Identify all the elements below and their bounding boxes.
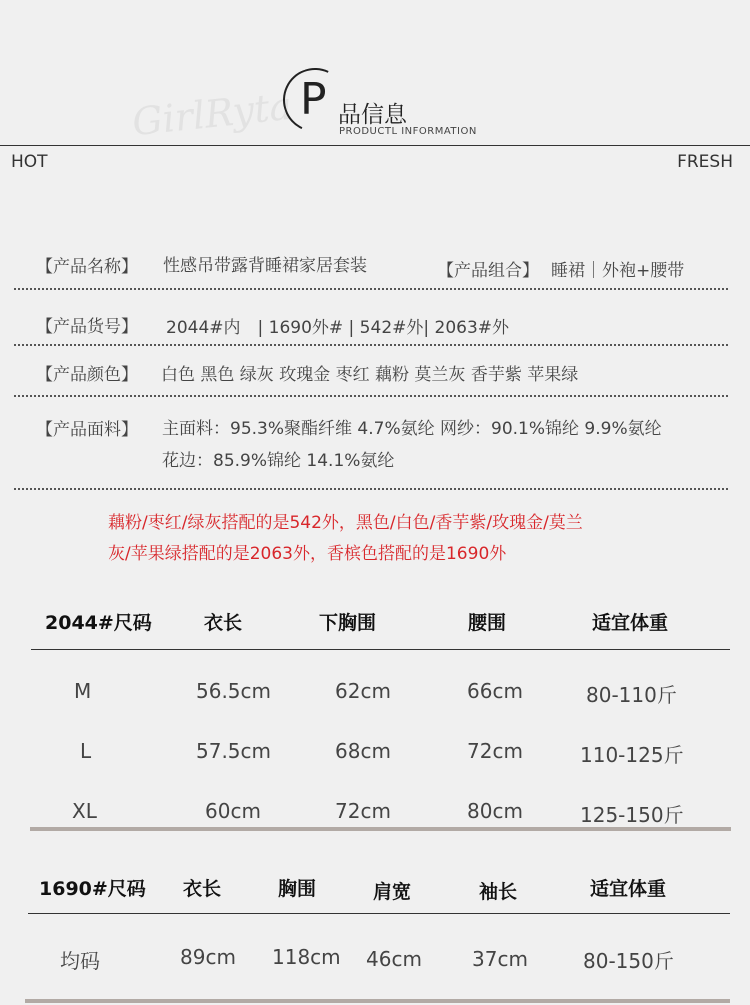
table-cell: 118cm <box>272 945 341 969</box>
table-cell: 125-150斤 <box>580 803 684 827</box>
table-header: 袖长 <box>479 881 518 903</box>
product-name-label: 【产品名称】 <box>36 257 138 277</box>
fresh-tag: FRESH <box>677 152 733 172</box>
table-header: 下胸围 <box>319 612 377 634</box>
table-cell: 80cm <box>467 799 523 823</box>
product-name-value: 性感吊带露背睡裙家居套装 <box>163 256 367 276</box>
page-title: 品信息 <box>338 102 407 128</box>
product-code-value: 2044#内 | 1690外# | 542#外| 2063#外 <box>166 318 510 338</box>
table-cell: 80-110斤 <box>586 683 677 707</box>
color-match-note-line2: 灰/苹果绿搭配的是2063外，香槟色搭配的是1690外 <box>108 544 507 564</box>
table-cell: M <box>74 679 92 703</box>
header-p-letter: P <box>300 74 327 125</box>
table-cell: 72cm <box>335 799 391 823</box>
table-bottom-border <box>25 999 730 1003</box>
table-header: 衣长 <box>204 612 243 634</box>
table-header: 适宜体重 <box>590 878 667 900</box>
dotted-divider <box>14 344 728 346</box>
table-header: 适宜体重 <box>592 612 669 634</box>
table-header-divider <box>31 649 730 650</box>
table-cell: 68cm <box>335 739 391 763</box>
table-header: 胸围 <box>278 878 317 900</box>
color-match-note-line1: 藕粉/枣红/绿灰搭配的是542外，黑色/白色/香芋紫/玫瑰金/莫兰 <box>108 513 583 533</box>
page-subtitle: PRODUCTL INFORMATION <box>339 126 477 137</box>
product-color-label: 【产品颜色】 <box>36 365 138 385</box>
header-divider <box>0 145 750 146</box>
table-cell: 57.5cm <box>196 739 272 763</box>
table-cell: 56.5cm <box>196 679 272 703</box>
product-color-value: 白色 黑色 绿灰 玫瑰金 枣红 藕粉 莫兰灰 香芋紫 苹果绿 <box>161 365 579 385</box>
dotted-divider <box>14 288 728 290</box>
table-bottom-border <box>30 827 731 831</box>
table-header: 衣长 <box>183 878 222 900</box>
table-cell: 80-150斤 <box>583 949 674 973</box>
table-cell: 110-125斤 <box>580 743 684 767</box>
table-cell: 62cm <box>335 679 391 703</box>
product-fabric-line2: 花边：85.9%锦纶 14.1%氨纶 <box>162 451 395 471</box>
table-cell: 89cm <box>180 945 236 969</box>
product-combo-label: 【产品组合】 <box>437 261 539 281</box>
dotted-divider <box>14 395 728 397</box>
table-cell: 66cm <box>467 679 523 703</box>
watermark-logo: GirlRyta <box>130 83 295 145</box>
table-cell: 72cm <box>467 739 523 763</box>
table-cell: 46cm <box>366 947 422 971</box>
table-header: 肩宽 <box>373 881 412 903</box>
table-cell: L <box>80 739 92 763</box>
product-fabric-line1: 主面料：95.3%聚酯纤维 4.7%氨纶 网纱：90.1%锦纶 9.9%氨纶 <box>162 419 662 439</box>
table-cell: 60cm <box>205 799 261 823</box>
table-header: 1690#尺码 <box>39 878 146 900</box>
table-cell: 均码 <box>60 949 100 973</box>
product-combo-value: 睡裙｜外袍+腰带 <box>551 261 685 281</box>
product-fabric-label: 【产品面料】 <box>36 420 138 440</box>
table-header: 腰围 <box>468 612 507 634</box>
hot-tag: HOT <box>11 152 48 172</box>
table-cell: 37cm <box>472 947 528 971</box>
table-cell: XL <box>72 799 97 823</box>
table-header: 2044#尺码 <box>45 612 152 634</box>
dotted-divider <box>14 488 728 490</box>
table-header-divider <box>28 913 730 914</box>
product-code-label: 【产品货号】 <box>36 317 138 337</box>
